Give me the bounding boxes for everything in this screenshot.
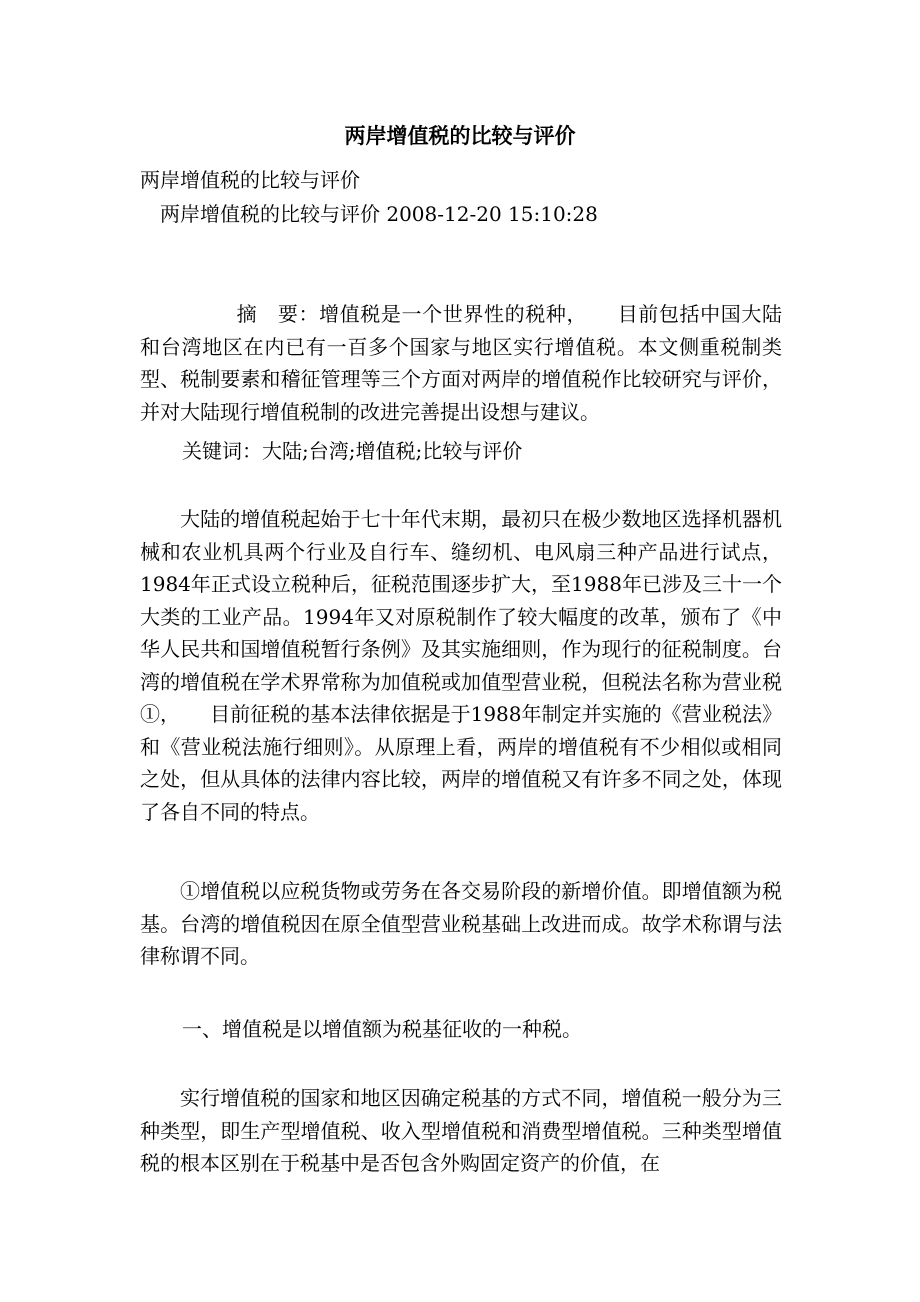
abstract-text-part2: 目前包括中国大陆和台湾地区在内已有一百多个国家与地区实行增值税。本文侧重税制类型、税制要素和稽征管理等三个方面对两岸的增值税作比较研究与评价，并对大陆现行增值税制的改进完善提出设想与建议。 <box>140 302 783 424</box>
paragraph-1-part2: 目前征税的基本法律依据是于1988年制定并实施的《营业税法》和《营业税法施行细则》。从原理上看，两岸的增值税有不少相似或相同之处，但从具体的法律内容比较，两岸的增值税又有许多不同之处，体现了各自不同的特点。 <box>140 702 782 824</box>
body-paragraph-2: 实行增值税的国家和地区因确定税基的方式不同，增值税一般分为三种类型，即生产型增值税、收入型增值税和消费型增值税。三种类型增值税的根本区别在于税基中是否包含外购固定资产的价值，在 <box>140 1086 782 1175</box>
abstract-label: 摘 要： <box>236 302 320 326</box>
keywords-line: 关键词：大陆;台湾;增值税;比较与评价 <box>182 439 523 463</box>
document-title: 两岸增值税的比较与评价 <box>344 123 576 148</box>
body-paragraph-1 <box>140 503 782 828</box>
footnote-paragraph: ①增值税以应税货物或劳务在各交易阶段的新增价值。即增值额为税基。台湾的增值税因在原全值型营业税基础上改进而成。故学术称谓与法律称谓不同。 <box>140 879 782 968</box>
document-subtitle: 两岸增值税的比较与评价 <box>140 168 360 192</box>
section-1-heading: 一、增值税是以增值额为税基征收的一种税。 <box>182 1017 582 1041</box>
document-subtitle-with-date: 两岸增值税的比较与评价 2008-12-20 15:10:28 <box>160 202 598 226</box>
paragraph-1-part1: 大陆的增值税起始于七十年代末期，最初只在极少数地区选择机器机械和农业机具两个行业及自行车、缝纫机、电风扇三种产品进行试点，1984年正式设立税种后，征税范围逐步扩大，至1988年已涉及三十一个大类的工业产品。1994年又对原税制作了较大幅度的改革，颁布了《中华人民共和国增值税暂行条例》及其实施细则，作为现行的征税制度。台湾的增值税在学术界常称为加值税或加值型营业税，但税法名称为营业税①， <box>140 507 782 726</box>
abstract-paragraph <box>140 298 782 428</box>
abstract-text-part1: 增值税是一个世界性的税种， <box>319 302 588 326</box>
